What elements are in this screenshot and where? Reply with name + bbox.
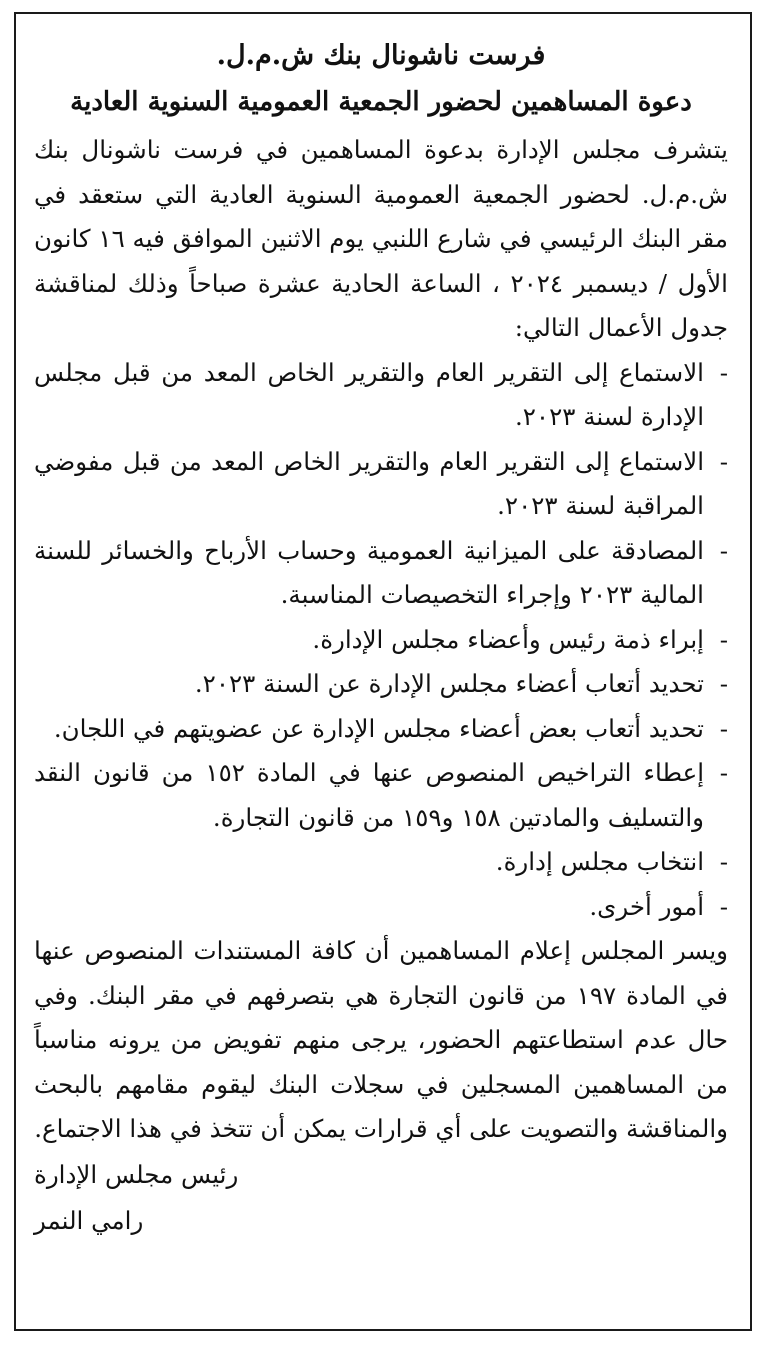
- agenda-item-text: أمور أخرى.: [589, 891, 704, 921]
- agenda-item-text: إبراء ذمة رئيس وأعضاء مجلس الإدارة.: [312, 624, 704, 654]
- intro-paragraph: يتشرف مجلس الإدارة بدعوة المساهمين في فرست ناشونال بنك ش.م.ل. لحضور الجمعية العمومية السنوية العادية التي ستعقد في مقر البنك الرئيسي في شارع اللنبي يوم الاثنين الموافق فيه ١٦ كانون الأول / ديسمبر ٢٠٢٤ ، الساعة الحادية عشرة صباحاً وذلك لمناقشة جدول الأعمال التالي:: [34, 135, 729, 342]
- signature-name: رامي النمر: [34, 1205, 144, 1235]
- signature-title: رئيس مجلس الإدارة: [34, 1159, 239, 1189]
- agenda-item-text: تحديد أتعاب بعض أعضاء مجلس الإدارة عن عضويتهم في اللجان.: [53, 713, 704, 743]
- agenda-item-text: تحديد أتعاب أعضاء مجلس الإدارة عن السنة ٢٠٢٣.: [194, 669, 704, 698]
- agenda-item: - تحديد أتعاب أعضاء مجلس الإدارة عن السنة ٢٠٢٣.: [194, 669, 728, 698]
- agenda-item: - إعطاء التراخيص المنصوص عنها في المادة ١٥٢ من قانون النقد والتسليف والمادتين ١٥٨ و١٥٩ من قانون التجارة.: [34, 758, 728, 832]
- agenda-item: - انتخاب مجلس إدارة.: [495, 847, 728, 876]
- agenda-item-text: المصادقة على الميزانية العمومية وحساب الأرباح والخسائر للسنة المالية ٢٠٢٣ وإجراء التخصيصات المناسبة.: [34, 535, 704, 609]
- closing-paragraph: ويسر المجلس إعلام المساهمين أن كافة المستندات المنصوص عنها في المادة ١٩٧ من قانون التجارة هي بتصرفهم في مقر البنك. وفي حال عدم استطاعتهم الحضور، يرجى منهم تفويض من يرونه مناسباً من المساهمين المسجلين في سجلات البنك ليقوم مقامهم بالبحث والمناقشة والتصويت على أي قرارات يمكن أن تتخذ في هذا الاجتماع.: [34, 936, 729, 1143]
- agenda-list: [34, 351, 728, 930]
- agenda-item: - إبراء ذمة رئيس وأعضاء مجلس الإدارة.: [312, 624, 728, 654]
- agenda-item-text: إعطاء التراخيص المنصوص عنها في المادة ١٥٢ من قانون النقد والتسليف والمادتين ١٥٨ و١٥٩ من قانون التجارة.: [34, 758, 705, 832]
- agenda-item: - الاستماع إلى التقرير العام والتقرير الخاص المعد من قبل مفوضي المراقبة لسنة ٢٠٢٣.: [34, 446, 728, 520]
- agenda-item: - أمور أخرى.: [589, 891, 728, 921]
- agenda-item: - المصادقة على الميزانية العمومية وحساب الأرباح والخسائر للسنة المالية ٢٠٢٣ وإجراء التخصيصات المناسبة.: [34, 535, 728, 609]
- agenda-item: - تحديد أتعاب بعض أعضاء مجلس الإدارة عن عضويتهم في اللجان.: [53, 713, 728, 743]
- agenda-item-text: الاستماع إلى التقرير العام والتقرير الخاص المعد من قبل مفوضي المراقبة لسنة ٢٠٢٣.: [34, 446, 704, 520]
- agenda-item-text: انتخاب مجلس إدارة.: [495, 847, 704, 876]
- company-name: فرست ناشونال بنك ش.م.ل.: [216, 40, 546, 71]
- notice-title: دعوة المساهمين لحضور الجمعية العمومية السنوية العادية: [70, 87, 692, 117]
- agenda-item: - الاستماع إلى التقرير العام والتقرير الخاص المعد من قبل مجلس الإدارة لسنة ٢٠٢٣.: [34, 357, 728, 431]
- agenda-item-text: الاستماع إلى التقرير العام والتقرير الخاص المعد من قبل مجلس الإدارة لسنة ٢٠٢٣.: [34, 357, 704, 431]
- notice-box: [14, 12, 752, 1331]
